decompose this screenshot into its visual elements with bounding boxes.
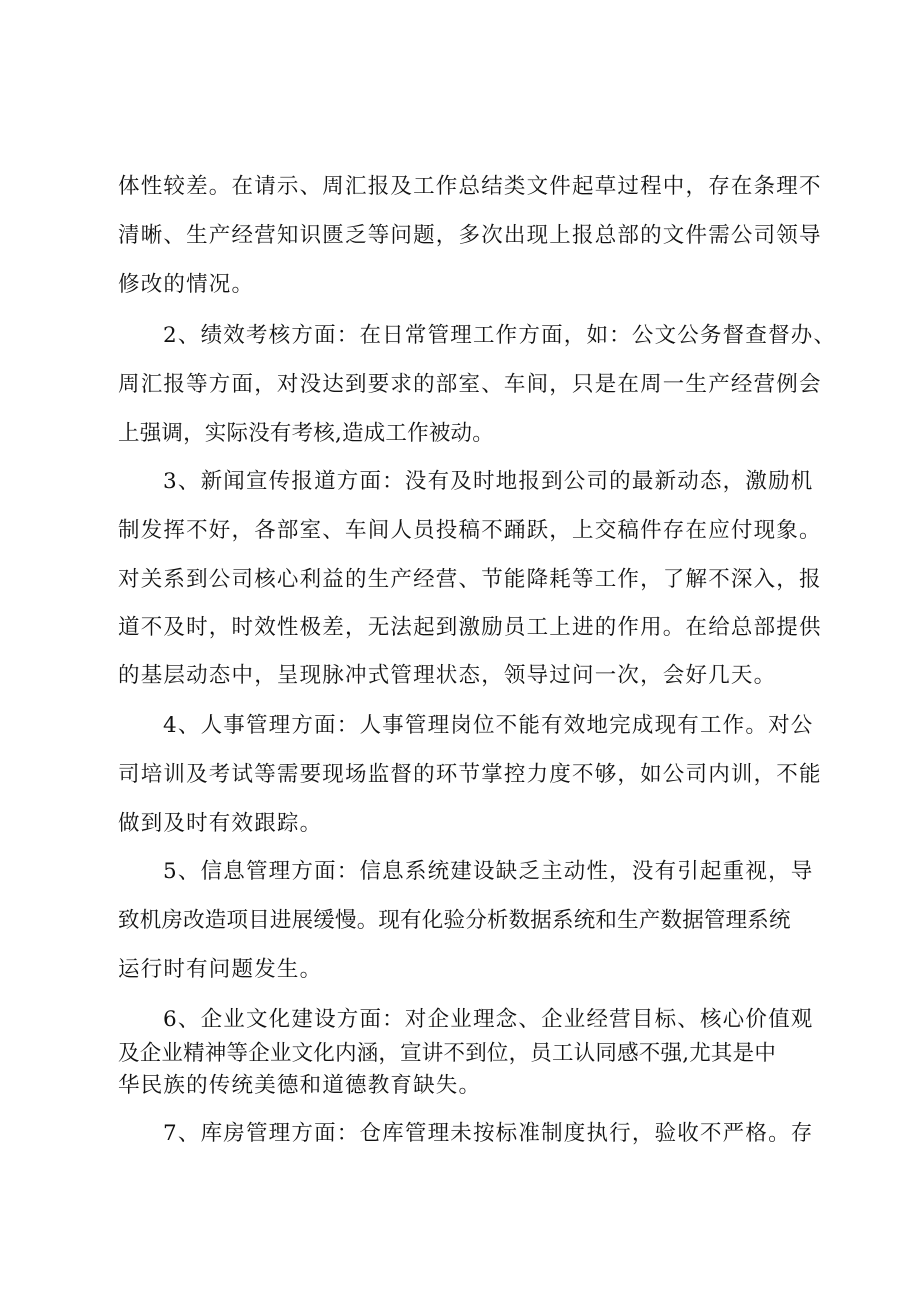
paragraph-2-line-1: 2、绩效考核方面：在日常管理工作方面，如：公文公务督查督办、 [163,323,837,348]
paragraph-6-line-3: 华民族的传统美德和道德教育缺失。 [118,1073,482,1098]
paragraph-2-line-3: 上强调，实际没有考核,造成工作被动。 [118,421,494,446]
paragraph-3-line-2: 制发挥不好，各部室、车间人员投稿不踊跃，上交稿件存在应付现象。 [118,518,822,543]
paragraph-7-line-1: 7、库房管理方面：仓库管理未按标准制度执行，验收不严格。存 [163,1121,814,1146]
paragraph-5-line-3: 运行时有问题发生。 [118,957,323,982]
paragraph-6-line-2: 及企业精神等企业文化内涵，宣讲不到位，员工认同感不强,尤其是中 [118,1041,777,1066]
paragraph-4-line-1: 4、人事管理方面：人事管理岗位不能有效地完成现有工作。对公 [163,713,814,738]
paragraph-3-line-3: 对关系到公司核心利益的生产经营、节能降耗等工作，了解不深入，报 [118,567,822,592]
paragraph-5-line-2: 致机房改造项目进展缓慢。现有化验分析数据系统和生产数据管理系统 [118,908,791,933]
paragraph-4-line-2: 司培训及考试等需要现场监督的环节掌控力度不够，如公司内训，不能 [118,762,822,787]
paragraph-5-line-1: 5、信息管理方面：信息系统建设缺乏主动性，没有引起重视，导 [163,859,814,884]
paragraph-4-line-3: 做到及时有效跟踪。 [118,811,323,836]
paragraph-1-line-2: 清晰、生产经营知识匮乏等问题，多次出现上报总部的文件需公司领导 [118,223,822,248]
paragraph-3-line-5: 的基层动态中，呈现脉冲式管理状态，领导过问一次，会好几天。 [118,663,777,688]
paragraph-1-line-1: 体性较差。在请示、周汇报及工作总结类文件起草过程中，存在条理不 [118,174,822,199]
paragraph-6-line-1: 6、企业文化建设方面：对企业理念、企业经营目标、核心价值观 [163,1007,814,1032]
paragraph-2-line-2: 周汇报等方面，对没达到要求的部室、车间，只是在周一生产经营例会 [118,372,822,397]
paragraph-3-line-1: 3、新闻宣传报道方面：没有及时地报到公司的最新动态，激励机 [163,469,814,494]
paragraph-3-line-4: 道不及时，时效性极差，无法起到激励员工上进的作用。在给总部提供 [118,615,822,640]
paragraph-1-line-3: 修改的情况。 [118,272,255,297]
